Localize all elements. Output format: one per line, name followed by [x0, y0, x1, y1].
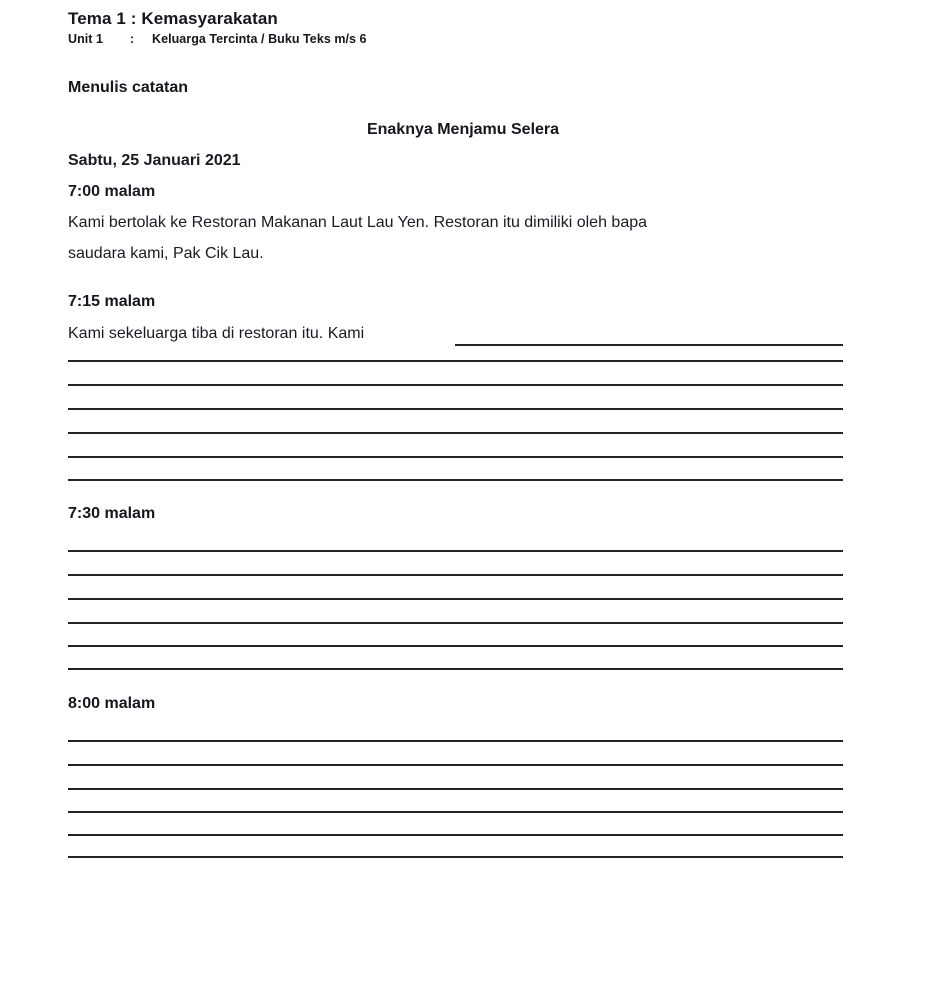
- worksheet-header: [68, 8, 868, 48]
- answer-rule-3-4[interactable]: [68, 811, 843, 813]
- answer-rule-2-1[interactable]: [68, 550, 843, 552]
- answer-rule-3-2[interactable]: [68, 764, 843, 766]
- section-time-2: 7:30 malam: [68, 505, 156, 522]
- unit-value: Keluarga Tercinta / Buku Teks m/s 6: [152, 32, 367, 46]
- unit-line: [68, 31, 868, 48]
- answer-rule-3-1[interactable]: [68, 740, 843, 742]
- activity-instruction: Menulis catatan: [68, 79, 189, 96]
- answer-rule-1-4[interactable]: [68, 432, 843, 434]
- section-time-1: 7:15 malam: [68, 293, 156, 310]
- section-body-0-line2: saudara kami, Pak Cik Lau.: [68, 245, 264, 262]
- entry-date: Sabtu, 25 Januari 2021: [68, 152, 241, 169]
- unit-label: Unit 1: [68, 32, 104, 46]
- answer-rule-1-0[interactable]: [455, 344, 843, 346]
- answer-rule-3-3[interactable]: [68, 788, 843, 790]
- section-time-3: 8:00 malam: [68, 695, 156, 712]
- section-body-0-line1: Kami bertolak ke Restoran Makanan Laut Lau Yen. Restoran itu dimiliki oleh bapa: [68, 214, 648, 231]
- unit-colon: :: [130, 32, 135, 46]
- section-time-0: 7:00 malam: [68, 183, 156, 200]
- answer-rule-2-5[interactable]: [68, 645, 843, 647]
- answer-rule-2-2[interactable]: [68, 574, 843, 576]
- answer-rule-2-3[interactable]: [68, 598, 843, 600]
- answer-rule-2-4[interactable]: [68, 622, 843, 624]
- page-title: Enaknya Menjamu Selera: [366, 121, 560, 138]
- answer-rule-1-2[interactable]: [68, 384, 843, 386]
- answer-rule-1-6[interactable]: [68, 479, 843, 481]
- answer-rule-3-6[interactable]: [68, 856, 843, 858]
- answer-rule-3-5[interactable]: [68, 834, 843, 836]
- answer-rule-1-5[interactable]: [68, 456, 843, 458]
- answer-rule-2-6[interactable]: [68, 668, 843, 670]
- answer-rule-1-3[interactable]: [68, 408, 843, 410]
- theme-heading: Tema 1 : Kemasyarakatan: [68, 9, 278, 28]
- section-lead-in-1: Kami sekeluarga tiba di restoran itu. Kami: [68, 325, 365, 342]
- answer-rule-1-1[interactable]: [68, 360, 843, 362]
